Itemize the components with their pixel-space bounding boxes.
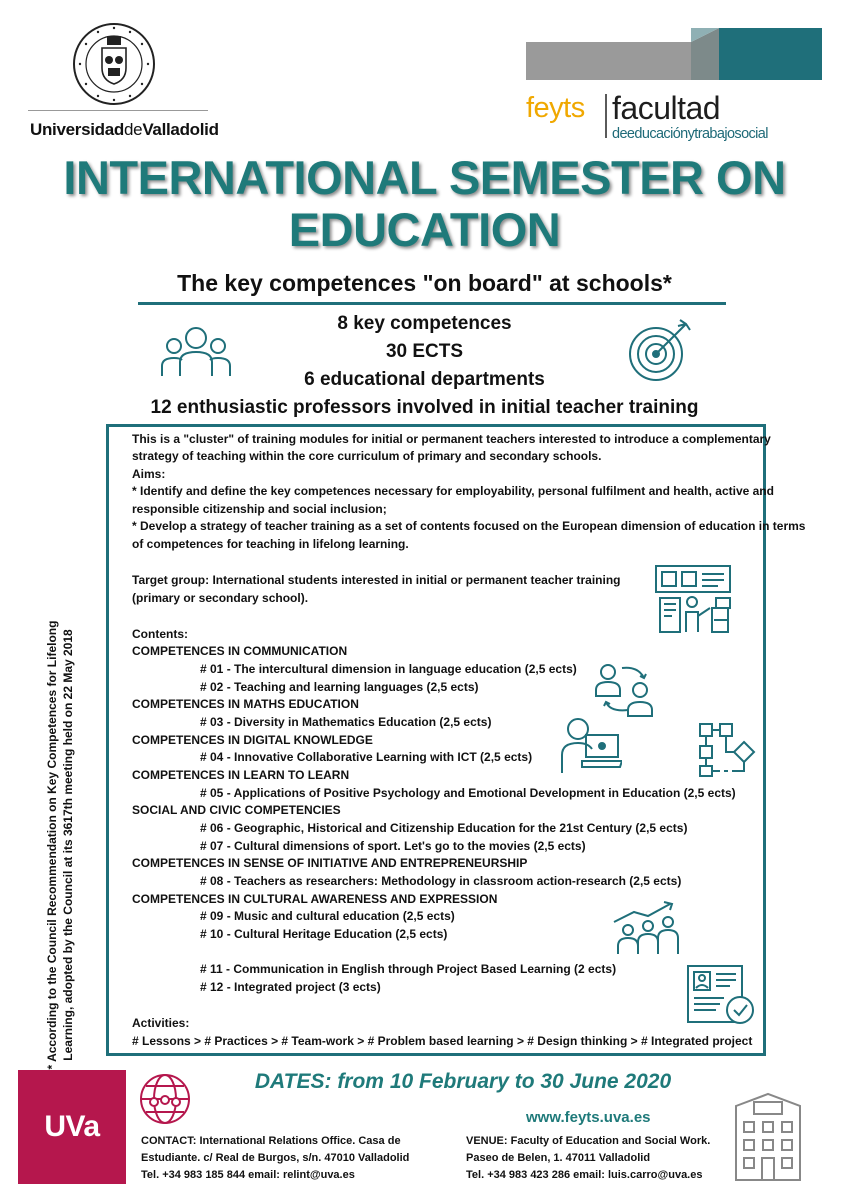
faculty-logo-shape-icon [526,28,822,86]
flowchart-icon [698,722,756,778]
venue-line-3: Tel. +34 983 423 286 email: luis.carro@uva.es [466,1169,703,1181]
category-maths: COMPETENCES IN MATHS EDUCATION [132,697,359,711]
module-07: # 07 - Cultural dimensions of sport. Let's go to the movies (2,5 ects) [200,839,586,853]
target-group-line-1: Target group: International students interested in initial or permanent teacher training [132,573,621,587]
module-10: # 10 - Cultural Heritage Education (2,5 ects) [200,927,448,941]
contact-line-2: Estudiante. c/ Real de Burgos, s/n. 47010 Valladolid [141,1152,410,1164]
activities-label: Activities: [132,1016,190,1030]
presentation-board-icon [654,564,746,634]
people-group-icon [160,322,232,378]
page-subtitle: The key competences "on board" at schools* [177,270,672,296]
program-intro-2: strategy of teaching within the core curriculum of primary and secondary schools. [132,449,602,463]
highlights [0,310,849,422]
module-12: # 12 - Integrated project (3 ects) [200,980,381,994]
faculty-logo [526,28,822,146]
highlight-ects: 30 ECTS [385,341,464,362]
building-icon [732,1092,804,1182]
module-05: # 05 - Applications of Positive Psychology and Emotional Development in Education (2,5 ects) [200,786,736,800]
certificate-icon [686,964,756,1026]
module-04: # 04 - Innovative Collaborative Learning with ICT (2,5 ects) [200,750,533,764]
aim-1-line-2: responsible citizenship and social inclusion; [132,502,387,516]
activities-list: # Lessons > # Practices > # Team-work > # Problem based learning > # Design thinking > # Integrated project [132,1034,753,1048]
university-name-part1: Universidad [30,120,125,139]
university-name [30,120,219,140]
university-name-part2: de [124,120,143,139]
header-divider [28,110,208,111]
program-dates: DATES: from 10 February to 30 June 2020 [254,1070,672,1093]
venue-info [466,1133,710,1184]
contact-info [141,1133,409,1184]
council-recommendation-note: * According to the Council Recommendation on Key Competences for Lifelong Learning, adopted by the Council at its 3617th meeting held on 22 May 2018 [45,620,75,1070]
student-computer-icon [560,715,622,775]
module-02: # 02 - Teaching and learning languages (2,5 ects) [200,680,479,694]
category-social: SOCIAL AND CIVIC COMPETENCIES [132,803,341,817]
venue-line-1: VENUE: Faculty of Education and Social Work. [466,1135,711,1147]
aims-label: Aims: [132,467,166,481]
contents-label: Contents: [132,627,188,641]
target-icon [628,316,694,382]
category-initiative: COMPETENCES IN SENSE OF INITIATIVE AND ENTREPRENEURSHIP [132,856,528,870]
growth-team-icon [612,900,684,956]
contact-line-1: CONTACT: International Relations Office. Casa de [141,1135,401,1147]
contact-line-3: Tel. +34 983 185 844 email: relint@uva.es [141,1169,355,1181]
target-group-line-2: (primary or secondary school). [132,591,309,605]
page-title [0,152,849,256]
page-title-line1: INTERNATIONAL SEMESTER ON [63,151,786,204]
module-09: # 09 - Music and cultural education (2,5 ects) [200,909,455,923]
category-digital: COMPETENCES IN DIGITAL KNOWLEDGE [132,733,373,747]
category-cultural: COMPETENCES IN CULTURAL AWARENESS AND EXPRESSION [132,892,498,906]
website-link[interactable]: www.feyts.uva.es [526,1109,651,1126]
uva-logo: UVa [18,1070,126,1184]
module-06: # 06 - Geographic, Historical and Citizenship Education for the 21st Century (2,5 ects) [200,821,688,835]
highlight-competences: 8 key competences [337,313,512,334]
module-08: # 08 - Teachers as researchers: Methodology in classroom action-research (2,5 ects) [200,874,682,888]
feyts-word: feyts [526,92,585,124]
university-name-part3: Valladolid [142,120,219,139]
highlight-professors: 12 enthusiastic professors involved in initial teacher training [150,397,699,418]
venue-line-2: Paseo de Belen, 1. 47011 Valladolid [466,1152,651,1164]
people-exchange-icon [594,660,656,718]
faculty-logo-separator [605,94,607,138]
module-11: # 11 - Communication in English through Project Based Learning (2 ects) [200,962,617,976]
highlight-departments: 6 educational departments [304,369,545,390]
module-03: # 03 - Diversity in Mathematics Education (2,5 ects) [200,715,492,729]
page-title-line2: EDUCATION [288,203,561,256]
category-communication: COMPETENCES IN COMMUNICATION [132,644,348,658]
subtitle-underline [138,302,726,305]
module-01: # 01 - The intercultural dimension in language education (2,5 ects) [200,662,577,676]
facultad-subtitle: deeducaciónytrabajosocial [612,126,768,142]
aim-1-line-1: * Identify and define the key competences necessary for employability, personal fulfilment and health, active and [132,484,774,498]
aim-2-line-2: of competences for teaching in lifelong learning. [132,537,409,551]
global-people-icon [138,1072,192,1126]
facultad-word: facultad [612,90,721,126]
category-learn: COMPETENCES IN LEARN TO LEARN [132,768,350,782]
program-intro-1: This is a "cluster" of training modules for initial or permanent teachers interested to introduce a complementary [132,432,771,446]
aim-2-line-1: * Develop a strategy of teacher training as a set of contents focused on the European dimension of education in terms [132,519,806,533]
university-seal-icon [72,22,156,106]
